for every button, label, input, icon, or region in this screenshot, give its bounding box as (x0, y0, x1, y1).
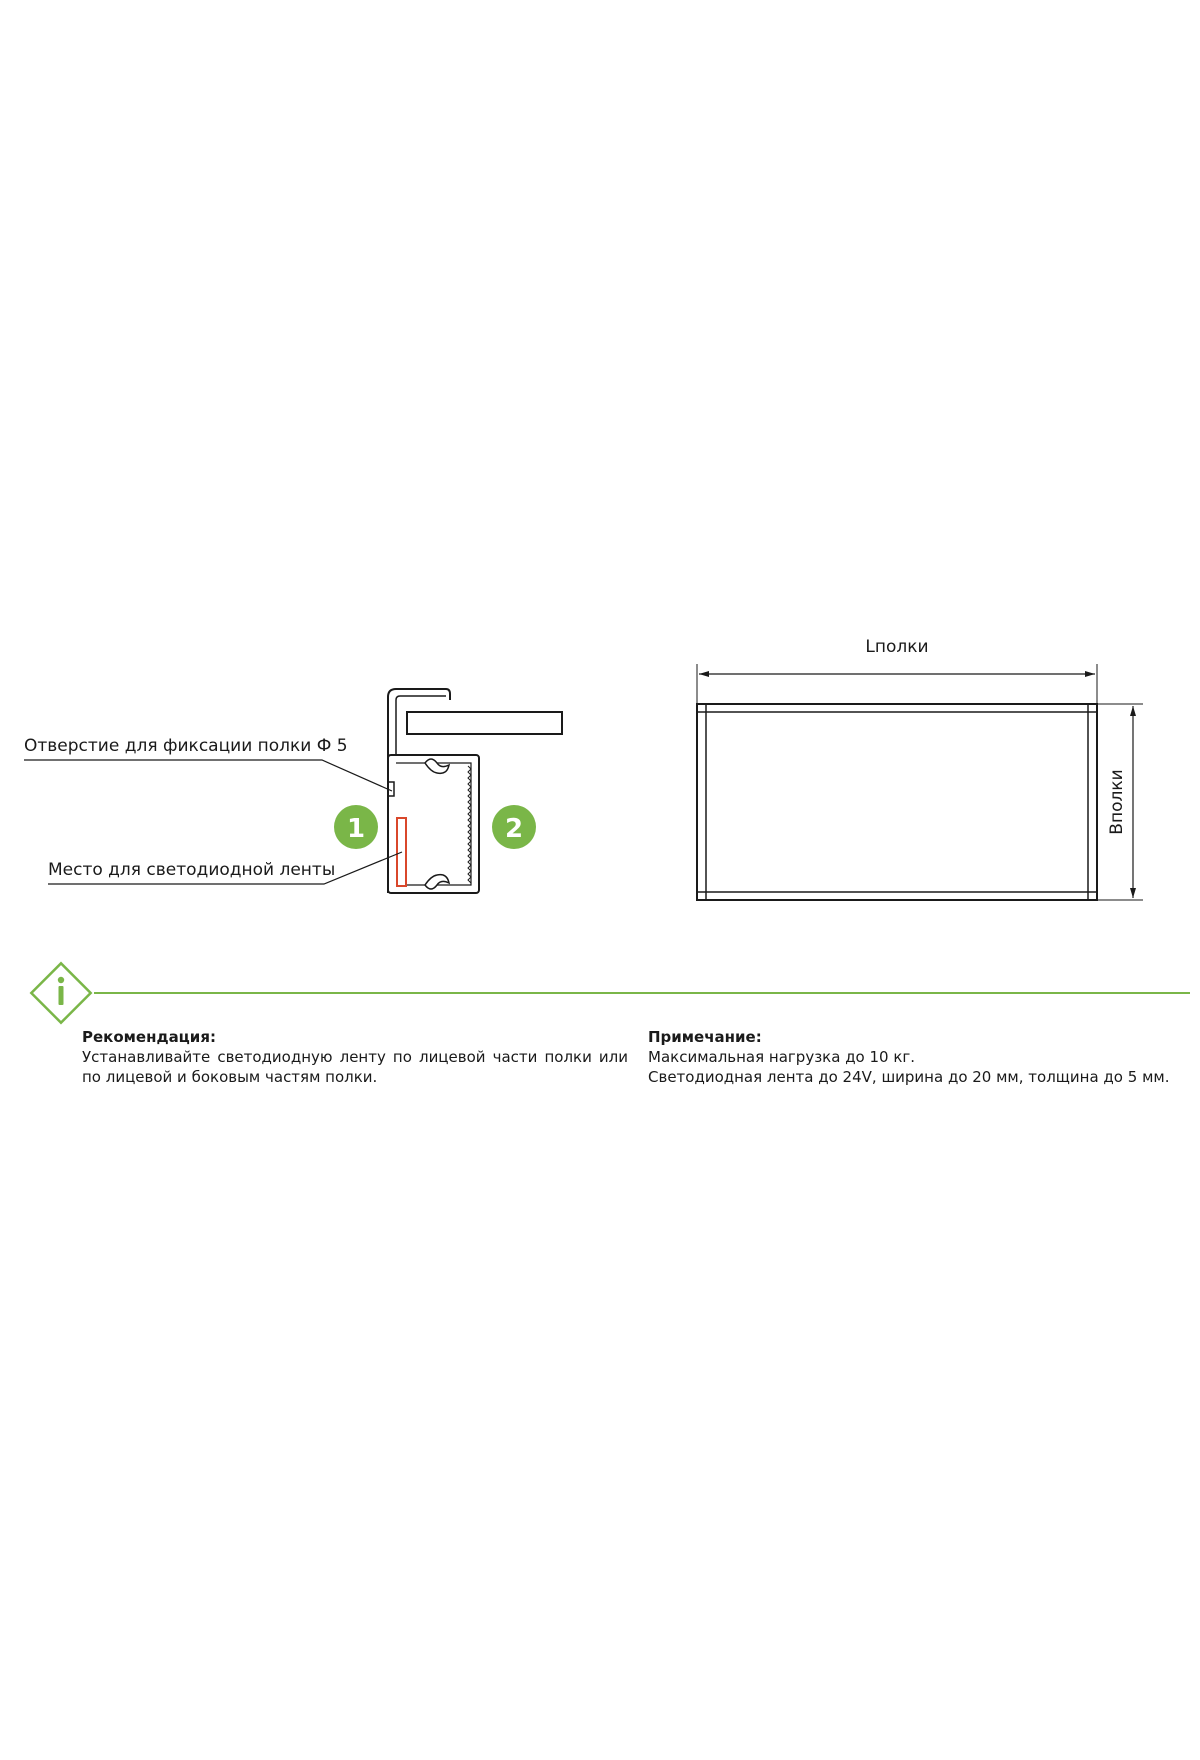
shelf-front-view (697, 637, 1143, 900)
recommendation-text: Устанавливайте светодиодную ленту по лицевой части полки или по лицевой и боковым частям полки. (82, 1048, 628, 1086)
profile-section (24, 689, 562, 893)
remark-heading: Примечание: (648, 1028, 762, 1046)
callout-led-label: Место для светодиодной ленты (48, 860, 336, 880)
remark-line-led-spec: Светодиодная лента до 24V, ширина до 20 мм, толщина до 5 мм. (648, 1068, 1170, 1086)
callout-line-hole (24, 760, 392, 791)
shelf-panel-section (407, 712, 562, 734)
height-label: Bполки (1107, 769, 1127, 835)
remark-line-load: Максимальная нагрузка до 10 кг. (648, 1048, 916, 1066)
badge-1-label: 1 (346, 814, 366, 844)
length-label: Lполки (865, 637, 929, 657)
badge-2 (492, 805, 536, 849)
recommendation-heading: Рекомендация: (82, 1028, 216, 1046)
info-divider (31, 963, 1190, 1022)
badge-2-label: 2 (504, 814, 524, 844)
remark-block (648, 1027, 1188, 1087)
recommendation-block (82, 1027, 628, 1087)
callout-hole-label: Отверстие для фиксации полки Ф 5 (24, 736, 348, 756)
shelf-outline (697, 704, 1097, 900)
badge-1 (334, 805, 378, 849)
info-icon (31, 963, 90, 1022)
